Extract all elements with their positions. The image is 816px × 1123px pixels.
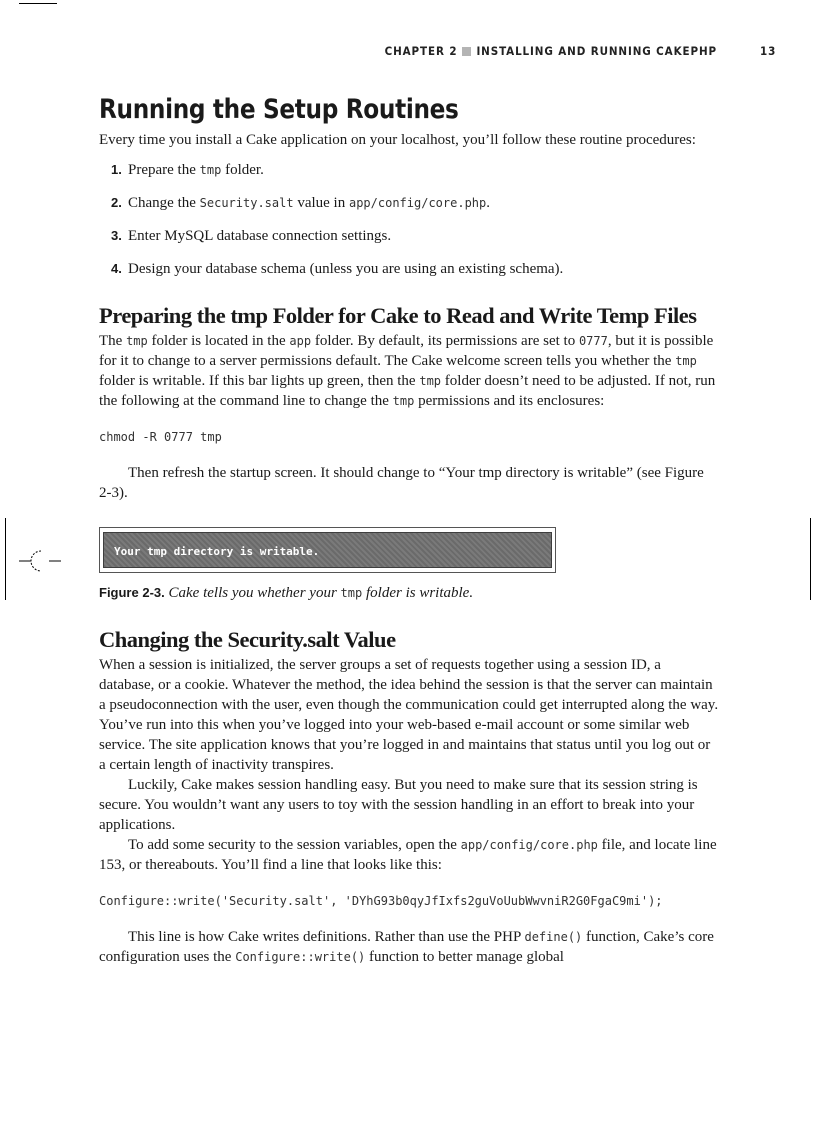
crop-mark-left: [5, 518, 6, 600]
writable-status-text: Your tmp directory is writable.: [114, 545, 320, 558]
setup-intro: Every time you install a Cake application on your localhost, you’ll follow these routine procedures:: [99, 132, 696, 148]
list-item: [99, 259, 719, 279]
figure-caption: [99, 583, 719, 603]
crop-mark-top: [19, 3, 57, 4]
configure-write-code: Configure::write('Security.salt', 'DYhG93b0qyJfIxfs2guVoUubWwvniR2G0FgaC9mi');: [99, 894, 663, 908]
section-heading-salt: Changing the Security.salt Value: [99, 627, 396, 652]
text: folder is writable. If this bar lights up green, then the: [99, 373, 420, 389]
header-chapter: [385, 44, 717, 58]
step-text: Design your database schema (unless you are using an existing schema).: [128, 261, 564, 277]
text: , but it is possible for it to change to a server permissions default. The Cake welcome screen tells you whether the: [99, 333, 714, 369]
refresh-paragraph: Then refresh the startup screen. It should change to “Your tmp directory is writable” (see Figure 2-3).: [99, 465, 704, 501]
text: folder. By default, its permissions are set to: [311, 333, 579, 349]
step-text: Prepare the: [128, 162, 200, 178]
list-item: [99, 160, 719, 180]
step-text: Change the: [128, 195, 200, 211]
inline-code: 0777: [578, 334, 608, 348]
list-item: [99, 193, 719, 213]
text: This line is how Cake writes definitions. Rather than use the PHP: [128, 929, 525, 945]
luckily-paragraph: Luckily, Cake makes session handling easy. But you need to make sure that its session string is secure. You wouldn’t want any users to toy with the session handling in an effort to break into your applications.: [99, 777, 698, 833]
text: permissions and its enclosures:: [414, 393, 605, 409]
inline-code: tmp: [340, 586, 363, 600]
page-number: 13: [760, 44, 777, 58]
figure-2-3-screenshot: [99, 527, 556, 573]
text: folder is located in the: [147, 333, 290, 349]
step-number: 1.: [111, 162, 122, 177]
chmod-command: chmod -R 0777 tmp: [99, 430, 222, 444]
list-item: [99, 226, 719, 246]
inline-code: tmp: [419, 374, 442, 388]
inline-code: Security.salt: [199, 196, 294, 210]
inline-code: tmp: [126, 334, 148, 348]
inline-code: Configure::write(): [235, 950, 366, 964]
step-text: folder.: [221, 162, 264, 178]
step-number: 4.: [111, 261, 122, 276]
page-content: [99, 94, 719, 967]
inline-code: tmp: [392, 394, 415, 408]
section-heading-setup: Running the Setup Routines: [99, 94, 459, 125]
crop-mark-right: [810, 518, 811, 600]
text: function to better manage global: [365, 949, 564, 965]
inline-code: tmp: [199, 163, 222, 177]
section-heading-tmp: Preparing the tmp Folder for Cake to Read and Write Temp Files: [99, 303, 697, 328]
caption-label: Figure 2-3.: [99, 585, 165, 600]
text: file, and locate line 153, or thereabouts. You’ll find a line that looks like this:: [99, 837, 717, 873]
chapter-title: INSTALLING AND RUNNING CAKEPHP: [476, 44, 717, 58]
inline-code: app/config/core.php: [348, 196, 487, 210]
square-bullet-icon: [462, 47, 471, 56]
registration-mark-icon: [19, 548, 61, 574]
step-number: 3.: [111, 228, 122, 243]
inline-code: define(): [524, 930, 583, 944]
step-text: Enter MySQL database connection settings.: [128, 228, 392, 244]
text: folder doesn’t need to be adjusted. If not, run the following at the command line to change the: [99, 373, 716, 409]
tmp-paragraph: [99, 331, 719, 411]
chapter-label: CHAPTER 2: [384, 44, 458, 58]
add-security-paragraph: [99, 835, 719, 875]
step-number: 2.: [111, 195, 122, 210]
setup-steps-list: [99, 160, 719, 279]
inline-code: tmp: [675, 354, 697, 368]
session-paragraph: When a session is initialized, the server groups a set of requests together using a session ID, a database, or a cookie. Whatever the method, the idea behind the session is that the server can maintain a pseudoconnection with the user, even though the communication could get interrupted along the way. You’ve run into this when you’ve logged into your web-based e-mail account or some similar web service. The site application knows that you’re logged in and maintains that status until you log out or a certain length of inactivity transpires.: [99, 657, 719, 773]
text: function, Cake’s core configuration uses the: [99, 929, 714, 965]
text: To add some security to the session variables, open the: [128, 837, 461, 853]
step-text: value in: [293, 195, 349, 211]
step-text: .: [486, 195, 491, 211]
inline-code: app/config/core.php: [460, 838, 598, 852]
writable-status-bar: [103, 532, 552, 568]
caption-text: folder is writable.: [362, 585, 474, 601]
running-header: [0, 44, 816, 60]
caption-text: Cake tells you whether your: [168, 585, 341, 601]
inline-code: app: [289, 334, 312, 348]
definitions-paragraph: [99, 927, 719, 967]
text: The: [99, 333, 127, 349]
